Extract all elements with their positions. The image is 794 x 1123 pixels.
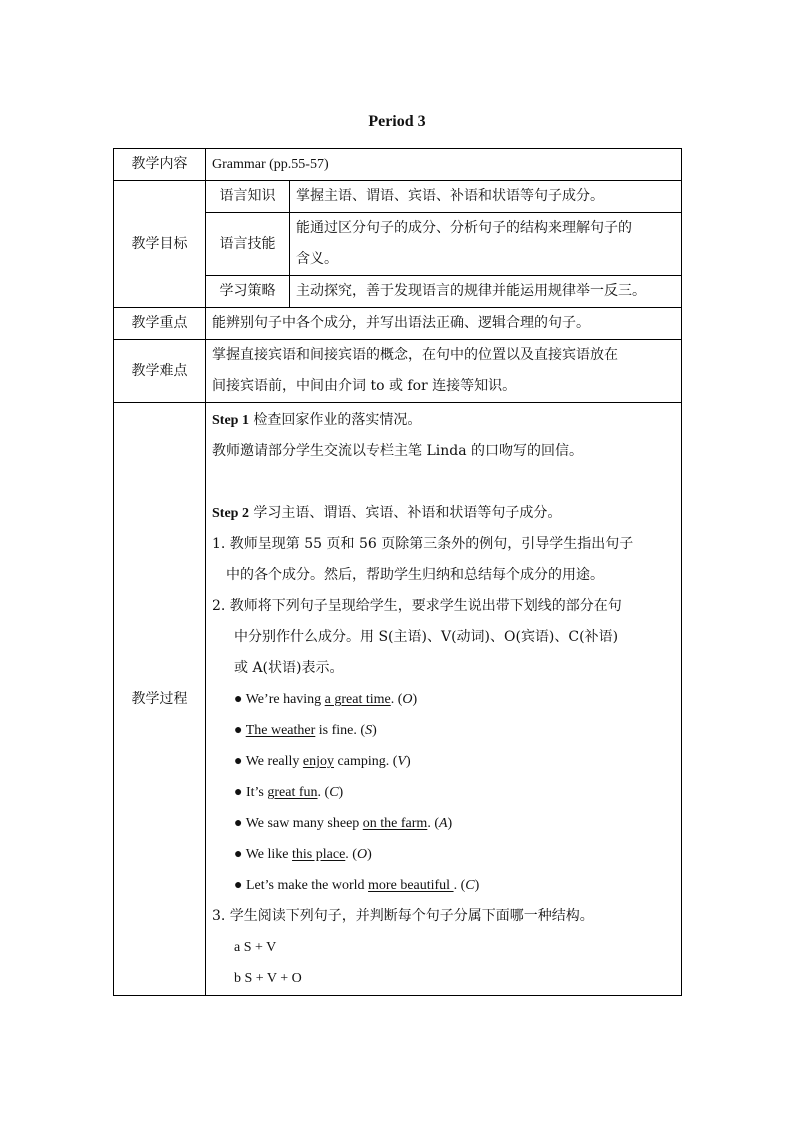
sublabel-strategy: 学习策略 bbox=[206, 276, 290, 308]
structure-a: a S + V bbox=[234, 940, 277, 955]
bullet-icon: ● bbox=[234, 878, 243, 893]
row-difficulty bbox=[114, 340, 682, 403]
step2-text: 学习主语、谓语、宾语、补语和状语等句子成分。 bbox=[253, 505, 562, 521]
example-7: ● Let’s make the world more beautiful . (C) bbox=[234, 878, 480, 893]
spacer bbox=[212, 467, 675, 498]
step2-line bbox=[212, 498, 675, 529]
example-1: ● We’re having a great time. (O) bbox=[234, 692, 418, 707]
item2-line-1: 2. 教师将下列句子呈现给学生，要求学生说出带下划线的部分在句 bbox=[212, 598, 622, 614]
value-difficulty bbox=[206, 340, 682, 403]
bullet-icon: ● bbox=[234, 847, 243, 862]
bullet-icon: ● bbox=[234, 754, 243, 769]
step1-detail: 教师邀请部分学生交流以专栏主笔 Linda 的口吻写的回信。 bbox=[212, 443, 583, 459]
item2-line-3: 或 A(状语)表示。 bbox=[234, 660, 344, 676]
item1-line-1: 1. 教师呈现第 55 页和 56 页除第三条外的例句，引导学生指出句子 bbox=[212, 536, 634, 552]
row-goal-knowledge bbox=[114, 181, 682, 213]
lesson-plan-table bbox=[113, 148, 682, 996]
bullet-icon: ● bbox=[234, 692, 243, 707]
row-focus bbox=[114, 308, 682, 340]
skills-line-2: 含义。 bbox=[296, 251, 338, 267]
label-goals: 教学目标 bbox=[114, 181, 206, 308]
bullet-icon: ● bbox=[234, 723, 243, 738]
label-process: 教学过程 bbox=[114, 403, 206, 996]
sublabel-skills: 语言技能 bbox=[206, 213, 290, 276]
item3-line: 3. 学生阅读下列句子，并判断每个句子分属下面哪一种结构。 bbox=[212, 908, 594, 924]
bullet-icon: ● bbox=[234, 785, 243, 800]
step1-line bbox=[212, 405, 675, 436]
label-difficulty: 教学难点 bbox=[114, 340, 206, 403]
value-focus: 能辨别句子中各个成分，并写出语法正确、逻辑合理的句子。 bbox=[206, 308, 682, 340]
label-focus: 教学重点 bbox=[114, 308, 206, 340]
difficulty-line-2: 间接宾语前，中间由介词 to 或 for 连接等知识。 bbox=[212, 378, 517, 394]
example-5: ● We saw many sheep on the farm. (A) bbox=[234, 816, 453, 831]
value-knowledge: 掌握主语、谓语、宾语、补语和状语等句子成分。 bbox=[290, 181, 682, 213]
step2-heading: Step 2 bbox=[212, 506, 249, 521]
example-3: ● We really enjoy camping. (V) bbox=[234, 754, 411, 769]
bullet-icon: ● bbox=[234, 816, 243, 831]
value-strategy: 主动探究，善于发现语言的规律并能运用规律举一反三。 bbox=[290, 276, 682, 308]
value-process bbox=[206, 403, 682, 996]
step1-heading: Step 1 bbox=[212, 413, 249, 428]
value-content: Grammar (pp.55-57) bbox=[206, 149, 682, 181]
label-content: 教学内容 bbox=[114, 149, 206, 181]
difficulty-line-1: 掌握直接宾语和间接宾语的概念，在句中的位置以及直接宾语放在 bbox=[212, 347, 618, 363]
example-6: ● We like this place. (O) bbox=[234, 847, 372, 862]
item1-line-2: 中的各个成分。然后，帮助学生归纳和总结每个成分的用途。 bbox=[226, 567, 604, 583]
skills-line-1: 能通过区分句子的成分、分析句子的结构来理解句子的 bbox=[296, 220, 632, 236]
row-process bbox=[114, 403, 682, 996]
structure-b: b S + V + O bbox=[234, 971, 302, 986]
example-2: ● The weather is fine. (S) bbox=[234, 723, 377, 738]
row-content bbox=[114, 149, 682, 181]
step1-text: 检查回家作业的落实情况。 bbox=[253, 412, 422, 428]
value-skills bbox=[290, 213, 682, 276]
sublabel-knowledge: 语言知识 bbox=[206, 181, 290, 213]
example-4: ● It’s great fun. (C) bbox=[234, 785, 344, 800]
item2-line-2: 中分别作什么成分。用 S(主语)、V(动词)、O(宾语)、C(补语) bbox=[234, 629, 619, 645]
page-title: Period 3 bbox=[368, 113, 426, 130]
